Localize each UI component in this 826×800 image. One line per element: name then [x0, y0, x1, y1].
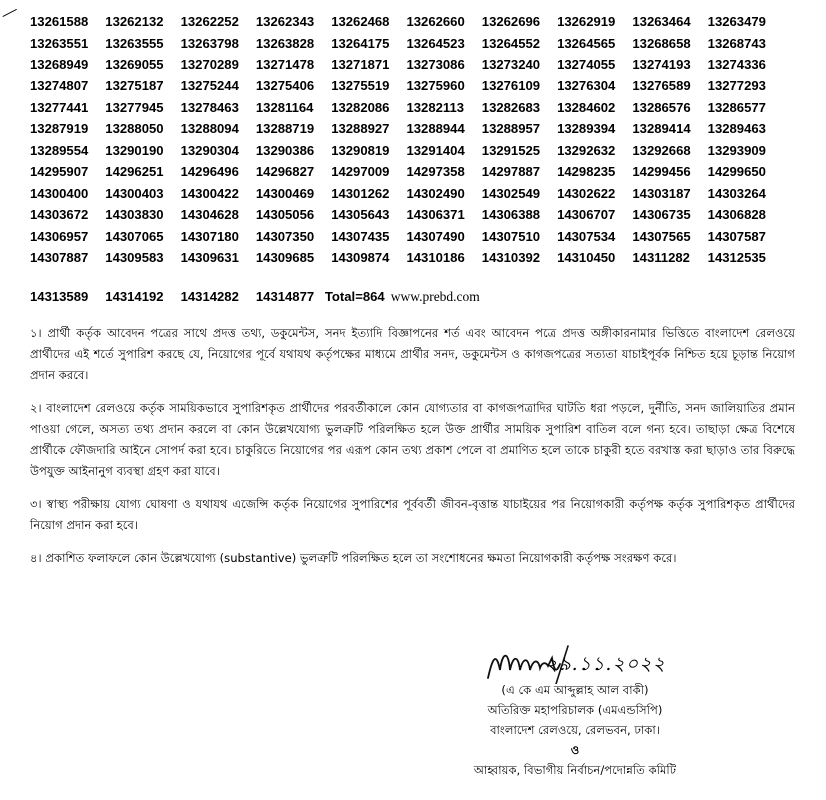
watermark-website: www.prebd.com [390, 289, 480, 304]
roll-number: 14297887 [481, 164, 541, 180]
roll-number: 13290819 [331, 142, 390, 158]
roll-number: 13289463 [707, 121, 766, 137]
roll-number: 13286577 [707, 99, 766, 115]
roll-number: 14300403 [105, 185, 164, 201]
roll-number-row [30, 118, 783, 139]
roll-number-table [30, 11, 783, 268]
roll-number: 14302490 [406, 185, 465, 201]
roll-number: 13271871 [331, 57, 390, 73]
condition-clause-4: ৪। প্রকাশিত ফলাফলে কোন উল্লেখযোগ্য (substantive) ভুলত্রুটি পরিলক্ষিত হলে তা সংশোধনের ক্ষমতা নিয়োগকারী কর্তৃপক্ষ সংরক্ষণ করে। [30, 551, 677, 565]
roll-number-row [30, 204, 783, 225]
roll-number: 14303264 [707, 185, 766, 201]
roll-number: 14314282 [180, 289, 239, 304]
signatory-block [425, 680, 725, 780]
roll-number-row [30, 247, 783, 268]
roll-number: 13264175 [331, 35, 390, 51]
roll-number: 13288957 [481, 121, 541, 137]
roll-number: 14299650 [707, 164, 766, 180]
roll-number: 14304628 [180, 207, 239, 223]
roll-number: 14303830 [105, 207, 164, 223]
roll-number: 14296496 [180, 164, 239, 180]
roll-number: 14307565 [632, 228, 691, 244]
roll-number: 13262252 [180, 14, 239, 30]
roll-number: 13278463 [180, 99, 239, 115]
roll-number: 14296251 [105, 164, 164, 180]
roll-number: 14297009 [331, 164, 390, 180]
roll-number: 14307435 [331, 228, 390, 244]
roll-number: 14309631 [180, 249, 239, 265]
roll-number: 13275960 [406, 78, 465, 94]
roll-number: 14301262 [331, 185, 390, 201]
roll-number: 14306828 [707, 207, 766, 223]
roll-number: 14300422 [180, 185, 239, 201]
signature-date: ২৯.১১.২০২২ [545, 653, 666, 675]
roll-number: 13282683 [481, 99, 541, 115]
roll-number: 13275519 [331, 78, 390, 94]
roll-number: 13288719 [255, 121, 315, 137]
roll-number: 13262660 [406, 14, 465, 30]
roll-number-last-row [30, 290, 480, 304]
roll-number: 13277441 [30, 99, 89, 115]
roll-number: 14302622 [557, 185, 616, 201]
roll-number: 14309583 [105, 249, 164, 265]
signatory-office: বাংলাদেশ রেলওয়ে, রেলভবন, ঢাকা। [490, 723, 660, 737]
condition-clause-1: ১। প্রার্থী কর্তৃক আবেদন পত্রের সাথে প্রদত্ত তথ্য, ডকুমেন্টস, সনদ ইত্যাদি বিজ্ঞাপনের শর্ত এবং আবেদন পত্রে প্রদত্ত অঙ্গীকারনামার ভিত্তিতে বাংলাদেশ রেলওয়ে প্রার্থীদের এই শর্তে সুপারিশ করছে যে, নিয়োগের পূর্বে যথাযথ কর্তৃপক্ষের মাধ্যমে প্রার্থীর সনদ, ডকুমেন্টস ও কাগজপত্রের সত্যতা যাচাইপূর্বক নিশ্চিত হয়ে চূড়ান্ত নিয়োগ প্রদান করবে। [30, 326, 795, 382]
roll-number: 13282113 [406, 99, 465, 115]
roll-number: 13261588 [30, 14, 89, 30]
roll-number-row [30, 75, 783, 96]
roll-number: 13274055 [557, 57, 616, 73]
roll-number: 13273086 [406, 57, 465, 73]
roll-number: 13288094 [180, 121, 239, 137]
roll-number: 13288927 [331, 121, 390, 137]
roll-number: 13288050 [105, 121, 164, 137]
roll-number: 13271478 [255, 57, 315, 73]
roll-number: 13276109 [481, 78, 541, 94]
roll-number: 14306371 [406, 207, 465, 223]
roll-number: 13281164 [255, 99, 314, 115]
signatory-committee-role: আহ্বায়ক, বিভাগীয় নির্বাচন/পদোন্নতি কমিটি [473, 763, 677, 777]
roll-number: 14295907 [30, 164, 89, 180]
roll-number-row [30, 97, 783, 118]
roll-number: 14309874 [331, 249, 390, 265]
roll-number: 13263464 [632, 14, 691, 30]
roll-number: 13290386 [255, 142, 315, 158]
roll-number-table-body [30, 11, 783, 268]
roll-number-row [30, 225, 783, 246]
roll-number: 14307490 [406, 228, 465, 244]
roll-number: 14307350 [255, 228, 315, 244]
roll-number: 14310450 [557, 249, 616, 265]
roll-number: 14314877 [255, 289, 315, 304]
roll-number: 13293909 [707, 142, 766, 158]
corner-tick-mark: ╱ [2, 5, 17, 21]
condition-clause-2: ২। বাংলাদেশ রেলওয়ে কর্তৃক সাময়িকভাবে সুপারিশকৃত প্রার্থীদের পরবর্তীকালে কোন যোগ্যতার বা কাগজপত্রাদির ঘাটতি ধরা পড়লে, দুর্নীতি, সনদ জালিয়াতির প্রমান পাওয়া গেলে, অসত্য তথ্য প্রদান করলে বা কোন উল্লেখযোগ্য ভুলত্রুটি পরিলক্ষিত হলে উক্ত প্রার্থীর সাময়িক সুপারিশ বাতিল বলে গন্য হবে। তাছাড়া ক্ষেত্র বিশেষে প্রার্থীকে ফৌজদারি আইনে সোপর্দ করা হবে। চাকুরিতে নিয়োগের পর এরূপ কোন তথ্য প্রকাশ পেলে বা প্রমাণিত হলে তাকে চাকুরী হতে বরখাস্ত করা ছাড়াও তার বিরুদ্ধে উপযুক্ত আইনানুগ ব্যবস্থা গ্রহণ করা যাবে। [30, 401, 795, 478]
signatory-conjunction: ও [570, 743, 580, 757]
roll-number: 13286576 [632, 99, 691, 115]
roll-number: 13268949 [30, 57, 89, 73]
roll-number: 13262468 [331, 14, 390, 30]
roll-number: 14302549 [481, 185, 541, 201]
roll-number: 13264552 [481, 35, 541, 51]
roll-number: 14303187 [632, 185, 691, 201]
roll-number: 14306735 [632, 207, 691, 223]
roll-number: 13291404 [406, 142, 465, 158]
roll-number: 13262696 [481, 14, 541, 30]
roll-number: 14300400 [30, 185, 89, 201]
roll-number: 14300469 [255, 185, 315, 201]
roll-number: 13268658 [632, 35, 691, 51]
roll-number: 13277293 [707, 78, 766, 94]
roll-number: 14314192 [105, 289, 164, 304]
roll-number: 13275187 [105, 78, 164, 94]
roll-number: 13263828 [255, 35, 315, 51]
roll-number: 13274807 [30, 78, 89, 94]
roll-number: 13290190 [105, 142, 164, 158]
roll-number: 13276304 [557, 78, 616, 94]
roll-number: 14306707 [557, 207, 616, 223]
roll-number: 14310186 [406, 249, 465, 265]
roll-number: 13274336 [707, 57, 766, 73]
roll-number: 13263479 [707, 14, 766, 30]
roll-number: 14305056 [255, 207, 315, 223]
roll-number: 13289394 [557, 121, 616, 137]
roll-number: 14307534 [557, 228, 616, 244]
roll-number: 13273240 [481, 57, 541, 73]
roll-number: 14305643 [331, 207, 390, 223]
roll-number: 14312535 [707, 249, 766, 265]
roll-number: 14306957 [30, 228, 89, 244]
roll-number: 13275244 [180, 78, 239, 94]
roll-number: 13264565 [557, 35, 616, 51]
roll-number: 13269055 [105, 57, 164, 73]
roll-number: 14310392 [481, 249, 541, 265]
roll-number: 14307887 [30, 249, 89, 265]
roll-number: 13268743 [707, 35, 766, 51]
roll-number: 13276589 [632, 78, 691, 94]
roll-number: 13292668 [632, 142, 691, 158]
roll-number: 14307587 [707, 228, 766, 244]
roll-number: 14313589 [30, 289, 89, 304]
roll-number: 13277945 [105, 99, 164, 115]
roll-number: 14296827 [255, 164, 315, 180]
roll-number: 14303672 [30, 207, 89, 223]
roll-number: 13287919 [30, 121, 89, 137]
roll-number: 13291525 [481, 142, 541, 158]
roll-number: 13262132 [105, 14, 164, 30]
condition-clause-3: ৩। স্বাস্থ্য পরীক্ষায় যোগ্য ঘোষণা ও যথাযথ এজেন্সি কর্তৃক নিয়োগের সুপারিশের পূর্ববর্তী জীবন-বৃত্তান্ত যাচাইয়ের পর নিয়োগকারী কর্তৃপক্ষ কর্তৃক সুপারিশকৃত প্রার্থীদের নিয়োগ প্রদান করা হবে। [30, 497, 795, 532]
roll-number: 13270289 [180, 57, 239, 73]
roll-number: 14307065 [105, 228, 164, 244]
roll-number: 14298235 [557, 164, 616, 180]
signatory-name: (এ কে এম আব্দুল্লাহ আল বাকী) [501, 683, 649, 697]
signatory-title: অতিরিক্ত মহাপরিচালক (এমএন্ডসিপি) [487, 703, 663, 717]
roll-number-row [30, 183, 783, 204]
total-count: Total=864 [324, 289, 385, 304]
roll-number: 13262343 [255, 14, 315, 30]
roll-number: 13282086 [331, 99, 390, 115]
conditions-section [30, 323, 795, 581]
roll-number: 13263555 [105, 35, 164, 51]
roll-number-row [30, 32, 783, 53]
roll-number: 14307510 [481, 228, 541, 244]
roll-number-row [30, 161, 783, 182]
roll-number: 14309685 [255, 249, 315, 265]
roll-number: 13289554 [30, 142, 89, 158]
roll-number-row [30, 140, 783, 161]
roll-number: 13284602 [557, 99, 616, 115]
roll-number: 14306388 [481, 207, 541, 223]
roll-number: 13263551 [30, 35, 89, 51]
roll-number: 13274193 [632, 57, 691, 73]
roll-number: 13288944 [406, 121, 465, 137]
roll-number: 13292632 [557, 142, 616, 158]
roll-number: 13290304 [180, 142, 239, 158]
roll-number: 14297358 [406, 164, 465, 180]
roll-number: 14311282 [632, 249, 690, 265]
roll-number: 13263798 [180, 35, 239, 51]
roll-number: 13275406 [255, 78, 315, 94]
roll-number: 14299456 [632, 164, 691, 180]
roll-number: 13262919 [557, 14, 616, 30]
roll-number: 14307180 [180, 228, 239, 244]
roll-number-row [30, 54, 783, 75]
roll-number: 13264523 [406, 35, 465, 51]
roll-number: 13289414 [632, 121, 691, 137]
roll-number-row [30, 11, 783, 32]
